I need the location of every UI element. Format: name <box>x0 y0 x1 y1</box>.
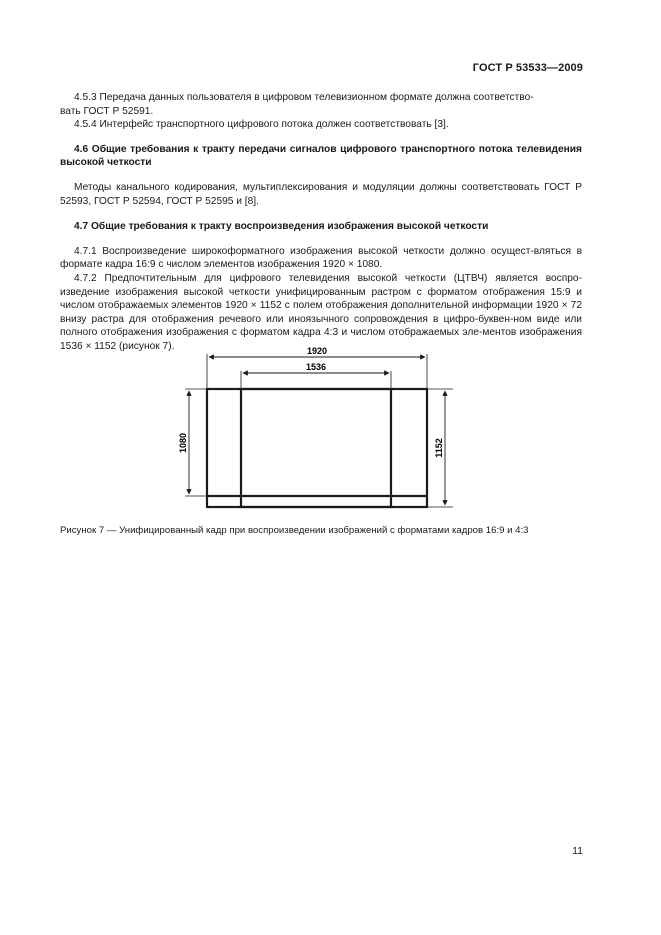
paragraph-4-5-3-line2: вать ГОСТ Р 52591. <box>60 105 154 117</box>
figure-7-caption: Рисунок 7 — Унифицированный кадр при воспроизведении изображений с форматами кадров 16:9 и 4:3 <box>60 525 529 536</box>
figure-7-diagram <box>175 344 465 514</box>
document-header-code: ГОСТ Р 53533—2009 <box>472 62 583 74</box>
label-1152: 1152 <box>434 438 444 458</box>
page-number: 11 <box>572 845 583 857</box>
label-1536: 1536 <box>305 362 327 372</box>
paragraph-4-7-1: 4.7.1 Воспроизведение широкоформатного изображения высокой четкости должно осущест-вляться в формате кадра 16:9 с числом элементов изображения 1920 × 1080. <box>60 245 582 271</box>
paragraph-4-5-3-line1: 4.5.3 Передача данных пользователя в цифровом телевизионном формате должна соответство- <box>74 92 534 103</box>
paragraph-4-7-2: 4.7.2 Предпочтительным для цифрового телевидения высокой четкости (ЦТВЧ) является воспро-изведение изображения высокой четкости унифицированным растром с форматом отображения 15:9 и числом отображаемых элементов 1920 × 1152 с полем отображения дополнительной информации 1920 × 72 внизу растра для отображения речевого или иноязычного сопровождения в цифро-буквен-ном виде или полного отображения изображения с форматом кадра 4:3 и числом отображаемых эле-ментов изображения 1536 × 1152 (рисунок 7). <box>60 272 582 352</box>
label-1920: 1920 <box>306 346 328 356</box>
frame-diagram-svg <box>175 344 465 514</box>
heading-4-6: 4.6 Общие требования к тракту передачи сигналов цифрового транспортного потока телевидения высокой четкости <box>60 143 582 169</box>
paragraph-4-5-3 <box>60 91 582 118</box>
document-body <box>60 91 582 354</box>
inner-4x3-rect <box>241 389 391 507</box>
label-1080: 1080 <box>178 432 188 454</box>
heading-4-7: 4.7 Общие требования к тракту воспроизведения изображения высокой четкости <box>74 221 489 233</box>
paragraph-4-6: Методы канального кодирования, мультиплексирования и модуляции должны соответствовать ГОСТ Р 52593, ГОСТ Р 52594, ГОСТ Р 52595 и [8]. <box>60 181 582 207</box>
paragraph-4-5-4: 4.5.4 Интерфейс транспортного цифрового потока должен соответствовать [3]. <box>74 119 449 131</box>
